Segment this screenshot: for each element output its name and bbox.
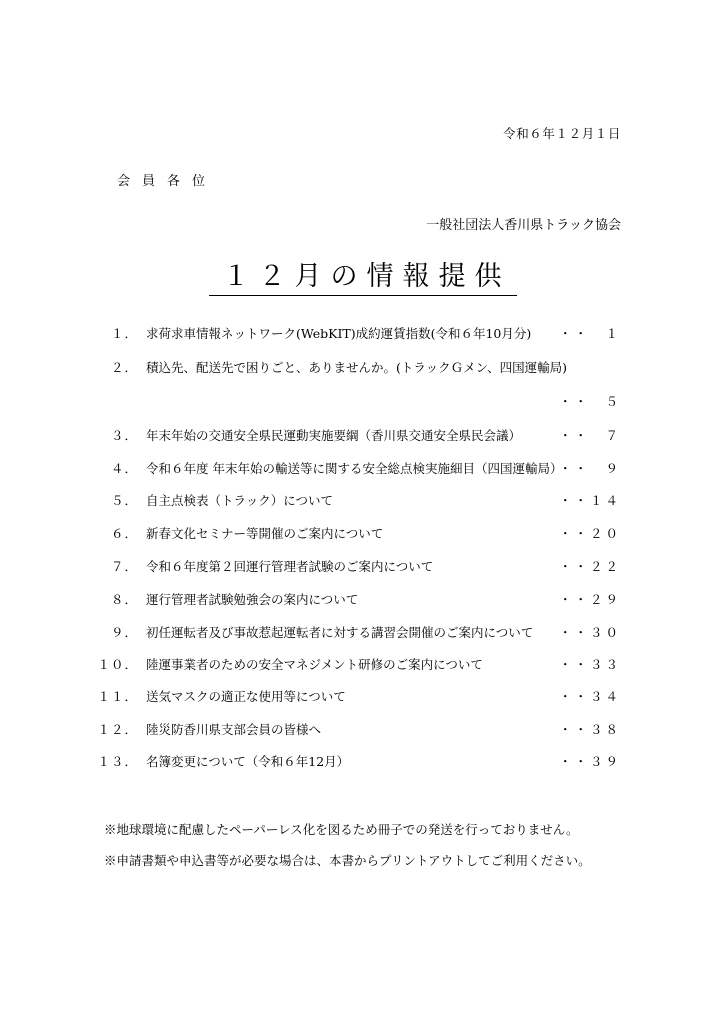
toc-number: ８． [110, 592, 138, 607]
toc-row [0, 524, 725, 544]
toc-row [0, 557, 725, 577]
toc-row [0, 324, 725, 344]
toc-text: 陸運事業者のための安全マネジメント研修のご案内について [146, 657, 483, 672]
toc-number: １． [110, 326, 138, 341]
toc-text: 令和６年度第２回運行管理者試験のご案内について [146, 559, 434, 574]
toc-row [0, 426, 725, 446]
toc-page: ・・３８ [558, 722, 621, 737]
toc-row [0, 459, 725, 479]
toc-number: １２． [97, 722, 138, 737]
toc-row [0, 655, 725, 675]
toc-text: 陸災防香川県支部会員の皆様へ [146, 722, 322, 737]
toc-row [0, 687, 725, 707]
toc-page: ・・ ５ [558, 394, 621, 409]
toc-page: ・・２０ [558, 526, 621, 541]
toc-page: ・・ ７ [558, 428, 621, 443]
toc-text: 年末年始の交通安全県民運動実施要綱（香川県交通安全県民会議） [146, 428, 522, 443]
toc-text: 初任運転者及び事故惹起運転者に対する講習会開催のご案内について [146, 625, 534, 640]
toc-page: ・・１４ [558, 493, 621, 508]
document-date: 令和６年１２月１日 [503, 126, 621, 141]
toc-number: １３． [97, 754, 138, 769]
toc-row [0, 590, 725, 610]
toc-text: 名簿変更について（令和６年12月） [146, 754, 350, 769]
toc-text: 積込先、配送先で困りごと、ありませんか。(トラックＧメン、四国運輸局) [146, 360, 568, 375]
toc-page: ・・２９ [558, 592, 621, 607]
toc-page: ・・３３ [558, 657, 621, 672]
toc-text: 運行管理者試験勉強会の案内について [146, 592, 359, 607]
document-title: １２月の情報提供 [209, 261, 517, 296]
sender-organization: 一般社団法人香川県トラック協会 [426, 218, 621, 233]
toc-row [0, 720, 725, 740]
toc-text: 求荷求車情報ネットワーク(WebKIT)成約運賃指数(令和６年10月分) [146, 326, 532, 341]
toc-row [0, 392, 725, 412]
toc-page: ・・３４ [558, 689, 621, 704]
recipient-line: 会員各位 [117, 174, 218, 189]
toc-page: ・・２２ [558, 559, 621, 574]
toc-number: ６． [110, 526, 138, 541]
toc-text: 令和６年度 年末年始の輸送等に関する安全総点検実施細目（四国運輸局） [146, 461, 563, 476]
toc-number: ４． [110, 461, 138, 476]
toc-number: ２． [110, 360, 138, 375]
toc-text: 送気マスクの適正な使用等について [146, 689, 346, 704]
note-printout: ※申請書類や申込書等が必要な場合は、本書からプリントアウトしてご利用ください。 [104, 853, 591, 868]
toc-number: ５． [110, 493, 138, 508]
toc-row [0, 623, 725, 643]
toc-row [0, 491, 725, 511]
toc-number: ７． [110, 559, 138, 574]
toc-number: １１． [97, 689, 138, 704]
toc-page: ・・ ９ [558, 461, 621, 476]
toc-number: ９． [110, 625, 138, 640]
note-paperless: ※地球環境に配慮したペーパーレス化を図るため冊子での発送を行っておりません。 [104, 822, 579, 837]
toc-page: ・・３０ [558, 625, 621, 640]
toc-page: ・・ １ [558, 326, 621, 341]
toc-page: ・・３９ [558, 754, 621, 769]
toc-number: １０． [97, 657, 138, 672]
toc-row [0, 752, 725, 772]
toc-number: ３． [110, 428, 138, 443]
toc-row [0, 358, 725, 378]
toc-text: 新春文化セミナー等開催のご案内について [146, 526, 384, 541]
toc-text: 自主点検表（トラック）について [146, 493, 334, 508]
